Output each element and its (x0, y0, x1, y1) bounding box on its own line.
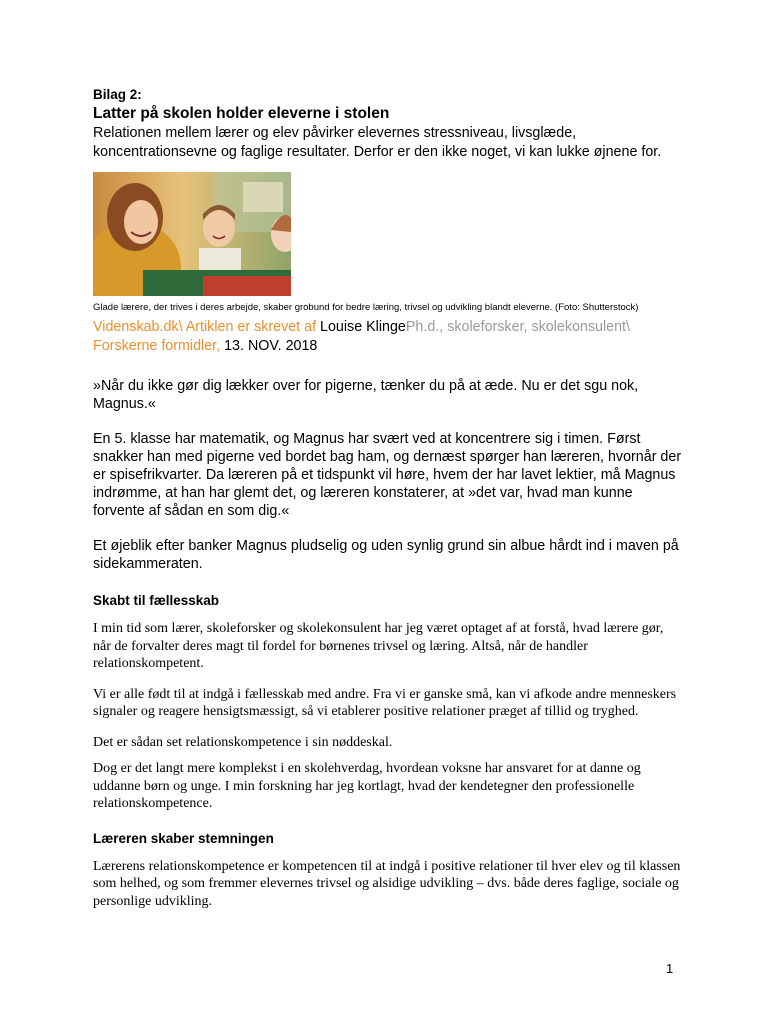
paragraph-serif: Lærerens relationskompetence er kompetencen til at indgå i positive relationer til hver elev og til klassen som helhed, og som fremmer elevernes trivsel og alsidige udvikling – dvs. både deres faglige, sociale og personlige udvikling. (93, 858, 681, 909)
photo-caption: Glade lærere, der trives i deres arbejde, skaber grobund for bedre læring, trivsel og udvikling blandt eleverne. (Foto: Shutterstock) (93, 302, 639, 313)
document-page (93, 86, 683, 910)
source-link[interactable]: Videnskab.dk\ Artiklen er skrevet af (93, 319, 317, 335)
article-meta (93, 318, 683, 356)
page-number: 1 (666, 961, 674, 976)
paragraph-quote: »Når du ikke gør dig lækker over for pigerne, tænker du på at æde. Nu er det sgu nok, Magnus.« (93, 378, 639, 412)
section-link[interactable]: Forskerne formidler, (93, 338, 221, 354)
appendix-label: Bilag 2: (93, 87, 142, 102)
paragraph-serif: Det er sådan set relationskompetence i sin nøddeskal. (93, 734, 393, 750)
author-name: Louise Klinge (320, 319, 406, 335)
paragraph-incident: Et øjeblik efter banker Magnus pludselig og uden synlig grund sin albue hårdt ind i maven på sidekammeraten. (93, 538, 679, 572)
classroom-photo (93, 172, 291, 296)
publish-date: 13. NOV. 2018 (224, 338, 318, 354)
heading-laereren: Læreren skaber stemningen (93, 830, 274, 846)
article-lead: Relationen mellem lærer og elev påvirker elevernes stressniveau, livsglæde, koncentrationsevne og faglige resultater. Derfor er den ikke noget, vi kan lukke øjnene for. (93, 125, 662, 160)
heading-skabt: Skabt til fællesskab (93, 593, 220, 608)
paragraph-story: En 5. klasse har matematik, og Magnus har svært ved at koncentrere sig i timen. Først snakker han med pigerne ved bordet bag ham, og dernæst spørger han læreren, hvornår der er spisefrikvarter. Da læreren på et tidspunkt vil høre, hvem der har lavet lektier, må Magnus indrømme, at han har glemt det, og læreren konstaterer, at »det var, hvad man kunne forvente af sådan en som dig.« (93, 431, 682, 519)
paragraph-serif: Vi er alle født til at indgå i fællesskab med andre. Fra vi er ganske små, kan vi afkode andre menneskers signaler og reagere hensigtsmæssigt, så vi etablerer positive relationer præget af tillid og tryghed. (93, 686, 677, 719)
author-role: Ph.d., skoleforsker, skolekonsulent\ (405, 319, 630, 335)
paragraph-serif: Dog er det langt mere komplekst i en skolehverdag, hvordean voksne har ansvaret for at danne og uddanne børn og unge. I min forskning har jeg kortlagt, hvad der kendetegner den professionelle relationskompetence. (93, 761, 641, 811)
article-title: Latter på skolen holder eleverne i stolen (93, 105, 390, 122)
paragraph-serif: I min tid som lærer, skoleforsker og skolekonsulent har jeg været optaget af at forstå, hvad lærere gør, når de forvalter deres magt til fordel for børnenes trivsel og læring. Altså, når de handler relationskompetent. (93, 621, 664, 671)
